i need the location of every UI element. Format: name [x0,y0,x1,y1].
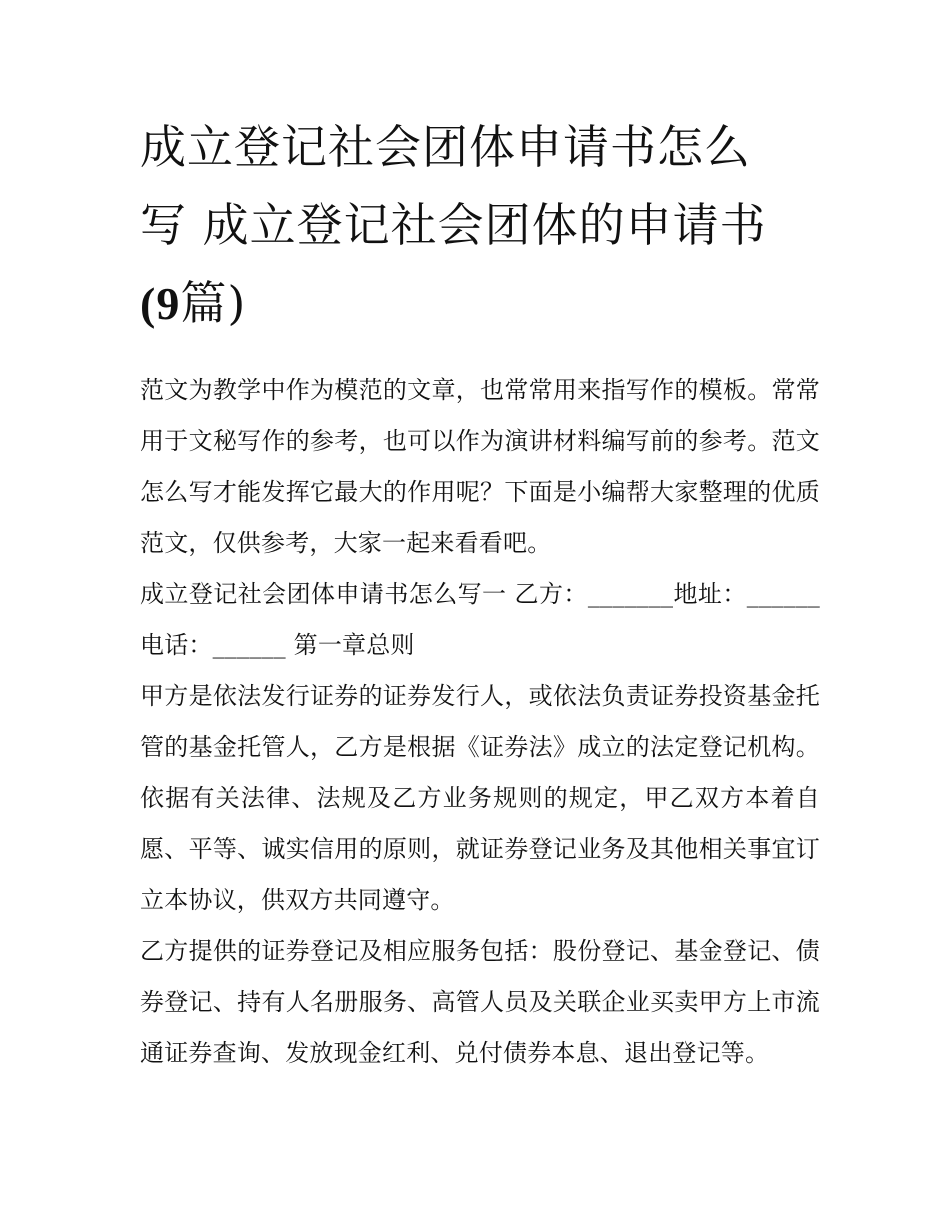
document-body [140,365,820,1079]
title-line-2: 写 成立登记社会团体的申请书 [140,198,767,252]
paragraph-intro: 范文为教学中作为模范的文章，也常常用来指写作的模板。常常用于文秘写作的参考，也可以作为演讲材料编写前的参考。范文怎么写才能发挥它最大的作用呢？下面是小编帮大家整理的优质范文，仅供参考，大家一起来看看吧。 [140,376,820,557]
paragraph-heading-parties: 成立登记社会团体申请书怎么写一 乙方：_______地址：______电话：______ 第一章总则 [140,580,820,659]
document-title [140,108,820,343]
title-count-suffix: 篇) [180,276,247,330]
document-page [140,108,820,1079]
paragraph-party-a: 甲方是依法发行证券的证券发行人，或依法负责证券投资基金托管的基金托管人，乙方是根据《证券法》成立的法定登记机构。依据有关法律、法规及乙方业务规则的规定，甲乙双方本着自愿、平等、诚实信用的原则，就证券登记业务及其他相关事宜订立本协议，供双方共同遵守。 [140,682,820,914]
title-line-1: 成立登记社会团体申请书怎么 [140,120,751,174]
paragraph-services: 乙方提供的证券登记及相应服务包括：股份登记、基金登记、债券登记、持有人名册服务、高管人员及关联企业买卖甲方上市流通证券查询、发放现金红利、兑付债券本息、退出登记等。 [140,937,820,1067]
title-count: (9 [140,278,181,329]
